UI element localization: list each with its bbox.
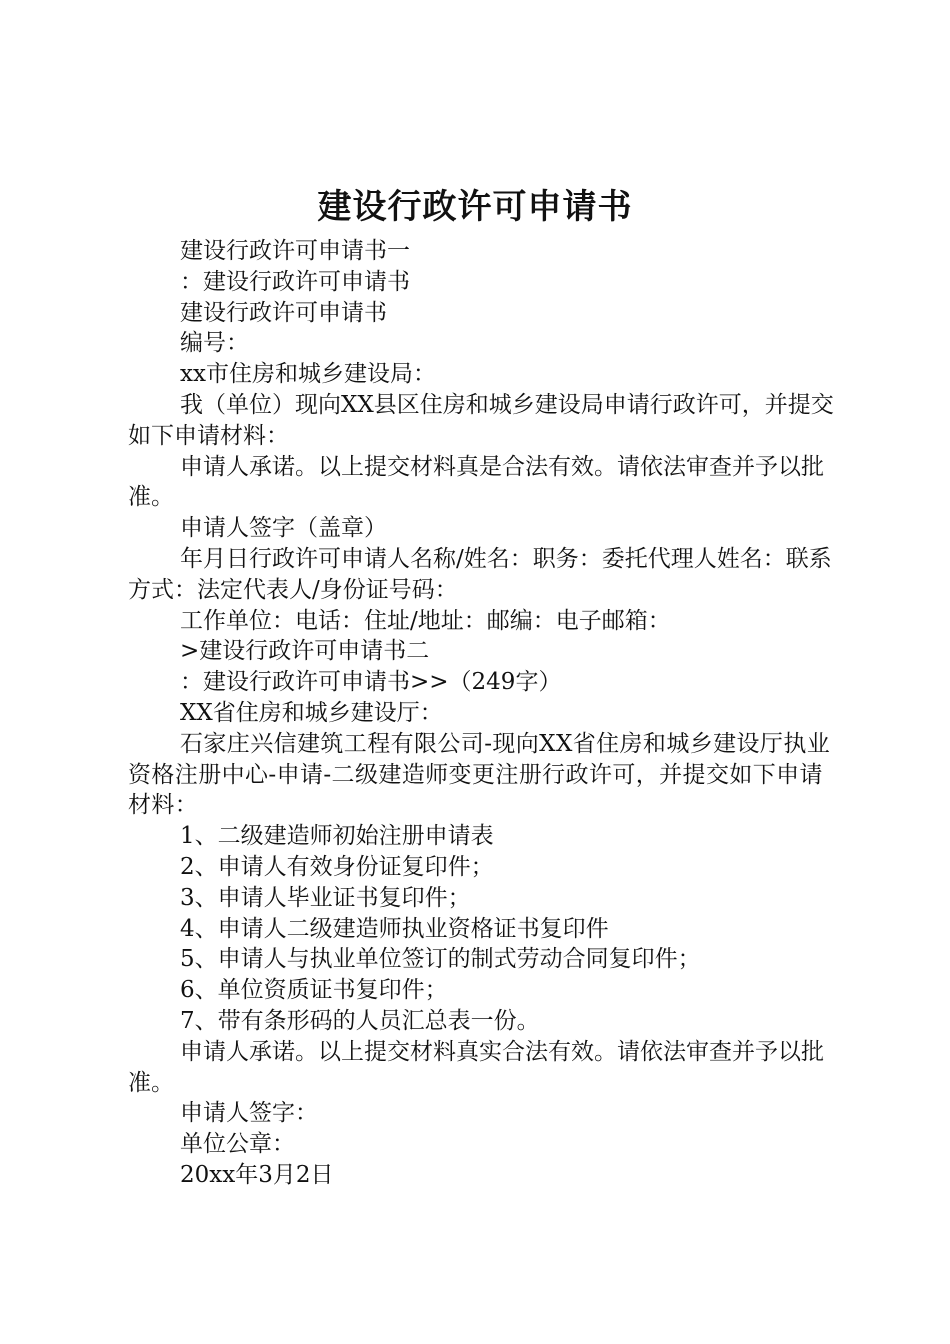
paragraph-commitment-two: 申请人承诺。以上提交材料真实合法有效。请依法审查并予以批准。 <box>128 1038 824 1096</box>
list-item-5: 5、申请人与执业单位签订的制式劳动合同复印件； <box>180 946 701 973</box>
list-item-7: 7、带有条形码的人员汇总表一份。 <box>180 1007 540 1034</box>
document-body <box>128 236 840 1191</box>
document-title: 建设行政许可申请书 <box>317 187 633 227</box>
list-item-3: 3、申请人毕业证书复印件； <box>180 884 471 911</box>
paragraph-contact-fields: 工作单位：电话：住址/地址：邮编：电子邮箱： <box>180 607 671 634</box>
paragraph-subtitle-one: ：建设行政许可申请书 <box>180 268 410 295</box>
paragraph-addressee-province: XX省住房和城乡建设厅： <box>180 699 443 726</box>
paragraph-heading-one: 建设行政许可申请书一 <box>180 238 410 264</box>
list-item-2: 2、申请人有效身份证复印件； <box>180 853 494 880</box>
paragraph-company-application: 石家庄兴信建筑工程有限公司-现向XX省住房和城乡建设厅执业资格注册中心-申请-二级建造师变更注册行政许可，并提交如下申请材料： <box>128 730 831 819</box>
paragraph-applicant-signature: 申请人签字： <box>180 1100 318 1127</box>
paragraph-heading-two: >建设行政许可申请书二 <box>180 638 430 665</box>
paragraph-addressee-city: xx市住房和城乡建设局： <box>180 361 436 388</box>
paragraph-application-statement: 我（单位）现向XX县区住房和城乡建设局申请行政许可，并提交如下申请材料： <box>128 391 834 449</box>
paragraph-date: 20xx年3月2日 <box>180 1161 334 1188</box>
list-item-1: 1、二级建造师初始注册申请表 <box>180 823 494 850</box>
paragraph-unit-seal: 单位公章： <box>180 1131 295 1158</box>
paragraph-subtitle-two: ：建设行政许可申请书>>（249字） <box>180 669 562 696</box>
list-item-6: 6、单位资质证书复印件； <box>180 977 448 1004</box>
paragraph-commitment-one: 申请人承诺。以上提交材料真是合法有效。请依法审查并予以批准。 <box>128 453 824 511</box>
paragraph-form-title: 建设行政许可申请书 <box>180 299 387 326</box>
paragraph-applicant-fields: 年月日行政许可申请人名称/姓名：职务：委托代理人姓名：联系方式：法定代表人/身份证号码： <box>128 545 832 603</box>
list-item-4: 4、申请人二级建造师执业资格证书复印件 <box>180 915 609 942</box>
paragraph-signature-seal: 申请人签字（盖章） <box>180 515 387 542</box>
paragraph-number-label: 编号： <box>180 330 249 357</box>
